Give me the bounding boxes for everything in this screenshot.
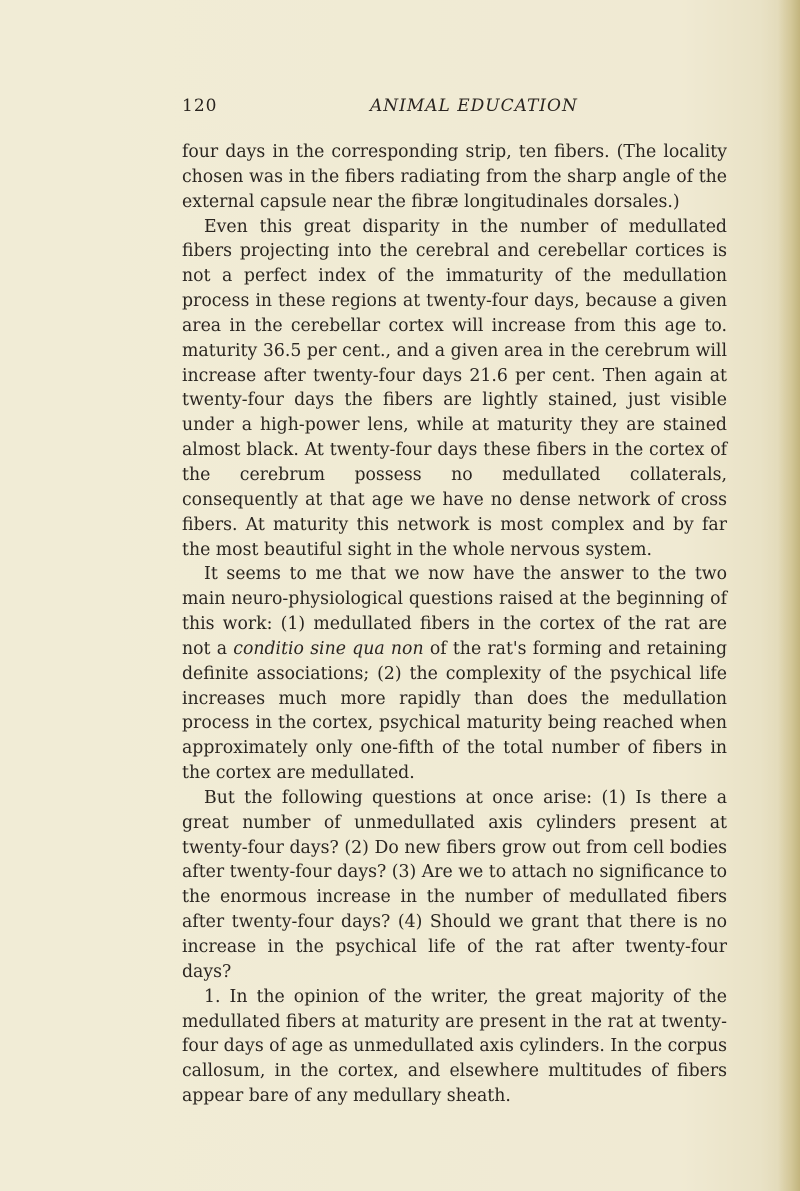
page-edge-shadow [778, 0, 800, 1191]
latin-phrase: conditio sine qua non [233, 638, 424, 659]
paragraph-answer-text-b: of the rat's forming and retaining definite associations; (2) the complexity of the psychical life increases much more rapidly than does the medullation process in the cortex, psychical maturity being reached when approximately only one-fifth of the total number of fibers in the cortex are medullated. [182, 638, 728, 784]
running-head [182, 96, 722, 120]
paragraph-opinion: 1. In the opinion of the writer, the great majority of the medullated fibers at maturity are present in the rat at twenty-four days of age as unmedullated axis cylinders. In the corpus callosum, in the cortex, and elsewhere multitudes of fibers appear bare of any medullary sheath. [182, 986, 727, 1107]
paragraph-continuation: four days in the corresponding strip, ten fibers. (The locality chosen was in the fibers radiating from the sharp angle of the external capsule near the fibræ longitudinales dorsales.) [182, 142, 727, 212]
paragraph-answer [182, 562, 727, 786]
paragraph-questions: But the following questions at once arise: (1) Is there a great number of unmedullated axis cylinders present at twenty-four days? (2) Do new fibers grow out from cell bodies after twenty-four days? (3) Are we to attach no significance to the enormous increase in the number of medullated fibers after twenty-four days? (4) Should we grant that there is no increase in the psychical life of the rat after twenty-four days? [182, 787, 727, 982]
page-number: 120 [182, 96, 218, 116]
running-title: ANIMAL EDUCATION [370, 96, 578, 116]
body-text [182, 140, 727, 1109]
paragraph-answer-text-a: It seems to me that we now have the answer to the two main neuro-physiological questions raised at the beginning of this work: (1) medullated fibers in the cortex of the rat are not a [182, 564, 727, 659]
paragraph-disparity: Even this great disparity in the number of medullated fibers projecting into the cerebral and cerebellar cortices is not a perfect index of the immaturity of the medullation process in these regions at twenty-four days, because a given area in the cerebellar cortex will increase from this age to. maturity 36.5 per cent., and a given area in the cerebrum will increase after twenty-four days 21.6 per cent. Then again at twenty-four days the fibers are lightly stained, just visible under a high-power lens, while at maturity they are stained almost black. At twenty-four days these fibers in the cortex of the cerebrum possess no medullated collaterals, consequently at that age we have no dense network of cross fibers. At maturity this network is most complex and by far the most beautiful sight in the whole nervous system. [182, 216, 727, 560]
